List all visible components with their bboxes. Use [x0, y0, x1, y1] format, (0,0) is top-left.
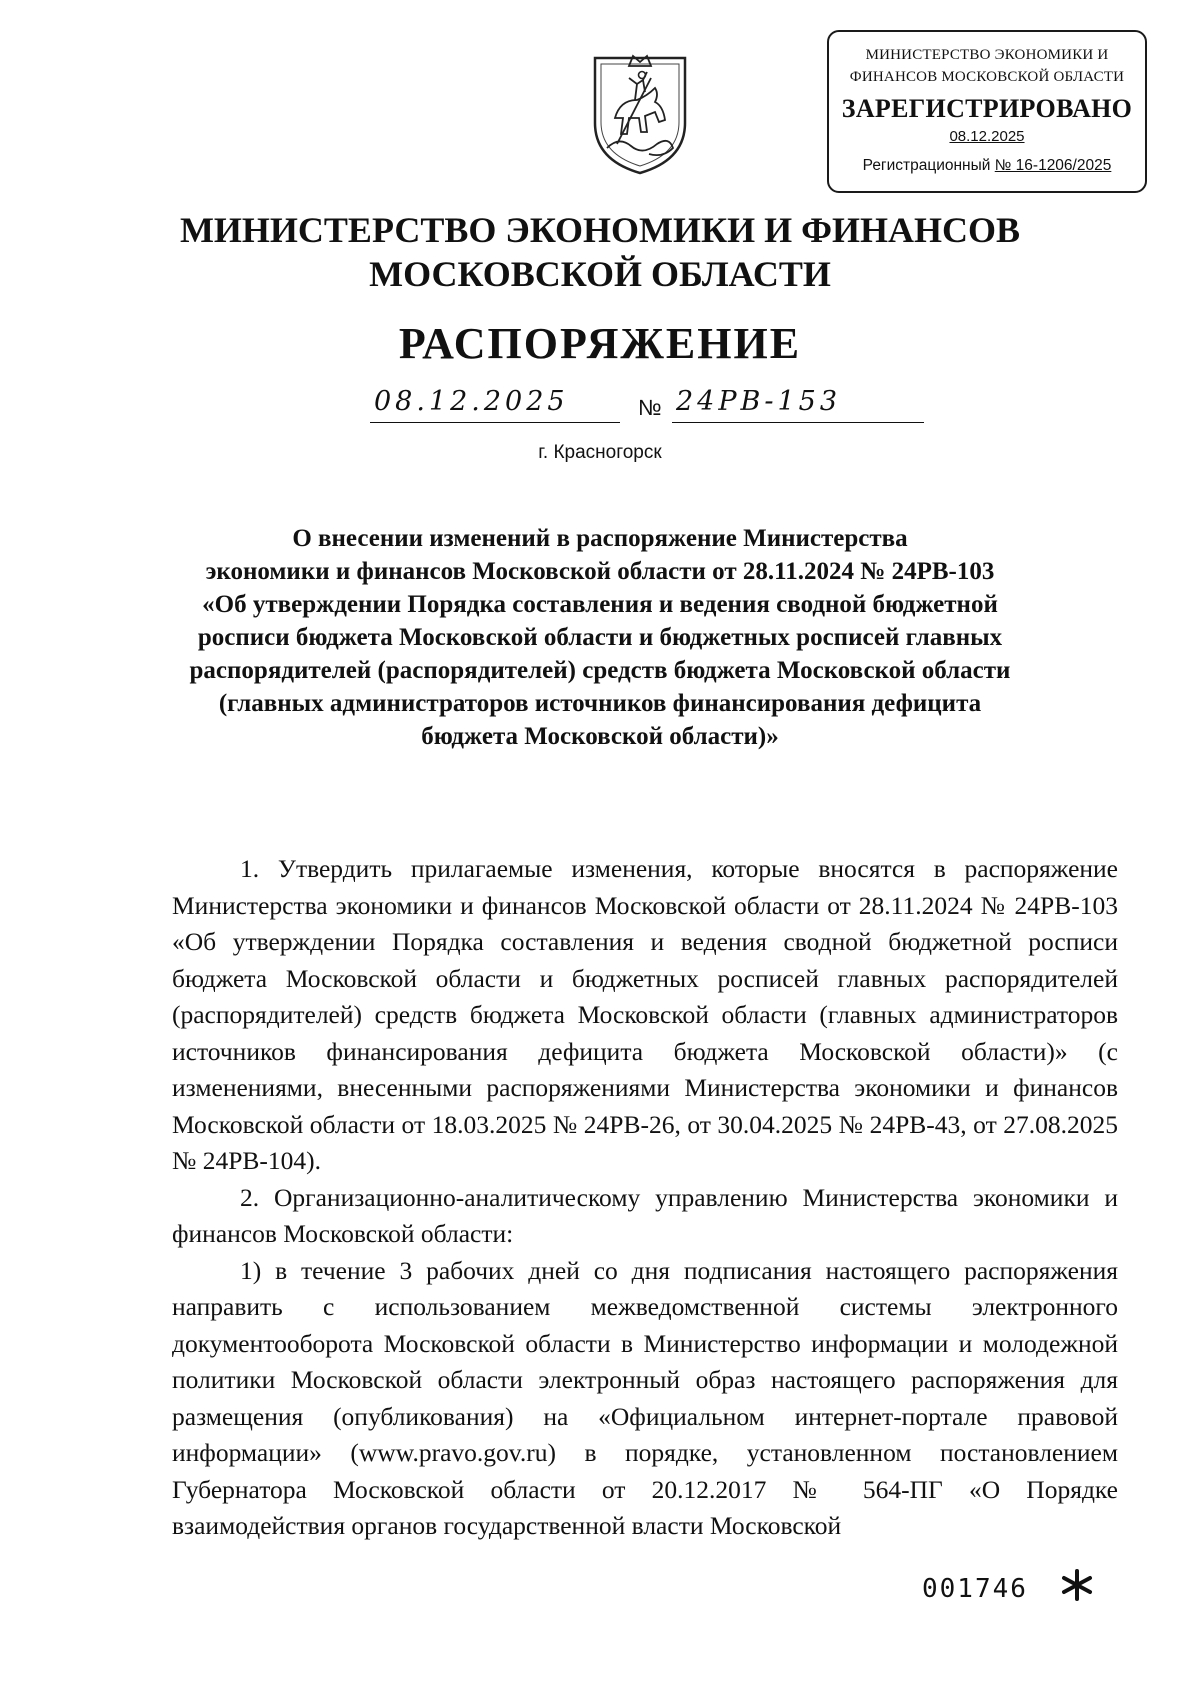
stamp-date-row [829, 128, 1145, 145]
title-line: экономики и финансов Московской области от 28.11.2024 № 24РВ-103 [205, 558, 995, 585]
stamp-reg-row [829, 157, 1145, 175]
title-line: (главных администраторов источников финансирования дефицита [218, 690, 982, 717]
document-title [160, 522, 1040, 753]
stamp-org-line-2: ФИНАНСОВ МОСКОВСКОЙ ОБЛАСТИ [849, 69, 1125, 85]
document-type: РАСПОРЯЖЕНИЕ [398, 319, 802, 368]
stamp-reg-label: Регистрационный [862, 157, 991, 174]
page-code: 001746 [922, 1574, 1028, 1604]
paragraph-2: 2. Организационно-аналитическому управлению Министерства экономики и финансов Московской области: [172, 1182, 1118, 1248]
title-line: бюджета Московской области)» [421, 723, 779, 750]
title-line: О внесении изменений в распоряжение Министерства [292, 525, 908, 552]
document-number: 24РВ-153 [676, 386, 842, 417]
ministry-name-line-1: МИНИСТЕРСТВО ЭКОНОМИКИ И ФИНАНСОВ [179, 210, 1021, 250]
registration-stamp [827, 30, 1147, 193]
stamp-date: 08.12.2025 [949, 128, 1025, 145]
document-number-field [672, 386, 924, 423]
document-date: 08.12.2025 [374, 386, 569, 417]
ministry-name-line-2: МОСКОВСКОЙ ОБЛАСТИ [369, 254, 831, 294]
asterisk-icon [1060, 1568, 1094, 1602]
stamp-reg-number: № 16-1206/2025 [994, 157, 1112, 174]
document-date-field [370, 386, 620, 423]
coat-of-arms-icon [585, 48, 695, 178]
paragraph-1: 1. Утвердить прилагаемые изменения, которые вносятся в распоряжение Министерства экономики и финансов Московской области от 28.11.2024 № 24РВ-103 «Об утверждении Порядка составления и ведения сводной бюджетной росписи бюджета Московской области и бюджетных росписей главных распорядителей (распорядителей) средств бюджета Московской области (главных администраторов источников финансирования дефицита бюджета Московской области)» (с изменениями, внесенными распоряжениями Министерства экономики и финансов Московской области от 18.03.2025 № 24РВ-26, от 30.04.2025 № 24РВ-43, от 27.08.2025 № 24РВ-104). [172, 854, 1118, 1175]
stamp-org-line-1: МИНИСТЕРСТВО ЭКОНОМИКИ И [865, 47, 1109, 63]
document-body [172, 851, 1118, 1545]
paragraph-2-1: 1) в течение 3 рабочих дней со дня подписания настоящего распоряжения направить с использованием межведомственной системы электронного документооборота Московской области в Министерство информации и молодежной политики Московской области электронный образ настоящего распоряжения для размещения (опубликования) на «Официальном интернет-портале правовой информации» (www.pravo.gov.ru) в порядке, установленном постановлением Губернатора Московской области от 20.12.2017 № 564-ПГ «О Порядке взаимодействия органов государственной власти Московской [172, 1255, 1118, 1540]
title-line: «Об утверждении Порядка составления и ведения сводной бюджетной [202, 591, 998, 618]
stamp-org [829, 44, 1145, 88]
title-line: росписи бюджета Московской области и бюджетных росписей главных [197, 624, 1003, 651]
city: г. Красногорск [538, 442, 662, 463]
title-line: распорядителей (распорядителей) средств бюджета Московской области [189, 657, 1011, 684]
number-sign: № [638, 395, 662, 420]
stamp-status: ЗАРЕГИСТРИРОВАНО [841, 94, 1133, 123]
